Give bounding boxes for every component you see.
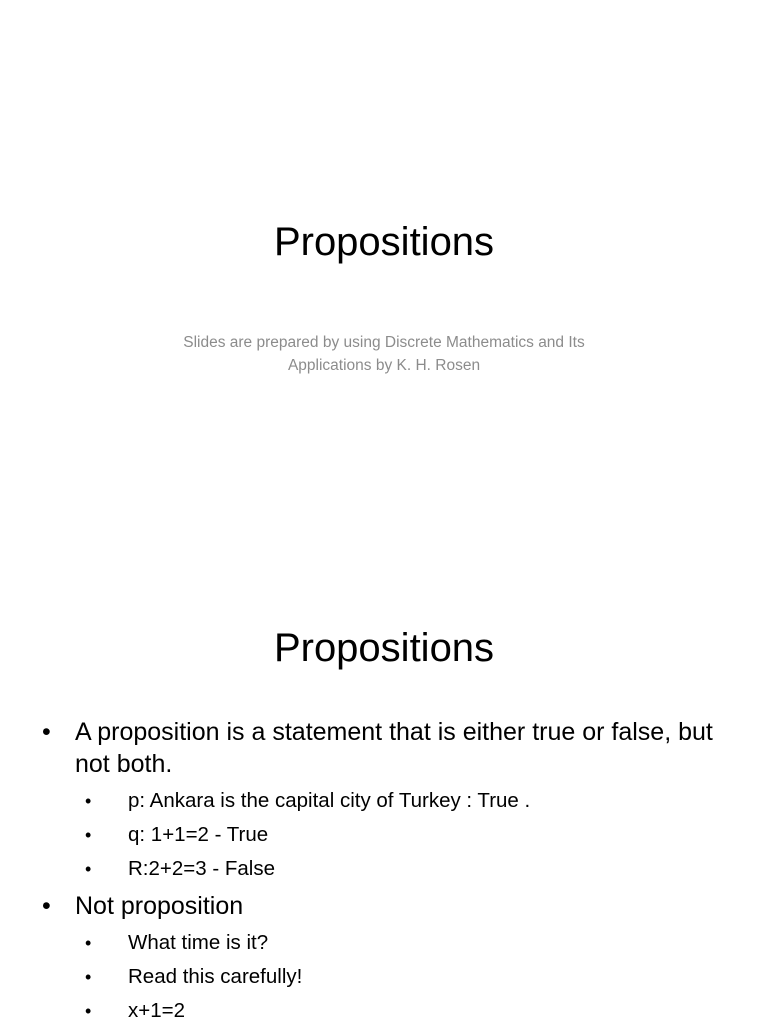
- bullet-icon: •: [42, 718, 51, 746]
- bullet-icon: •: [85, 791, 92, 811]
- bullet-text: A proposition is a statement that is either true or false, but not both.: [75, 718, 713, 778]
- bullet-icon: •: [42, 892, 51, 920]
- bullet-item: [40, 716, 740, 886]
- slide-title: Propositions: [273, 626, 495, 670]
- sub-bullet-text: p: Ankara is the capital city of Turkey : True .: [128, 789, 531, 812]
- bullet-icon: •: [85, 1001, 92, 1021]
- bullet-icon: •: [85, 933, 92, 953]
- sub-bullet-text: Read this carefully!: [128, 965, 303, 988]
- sub-bullet-item: [75, 818, 740, 852]
- sub-bullet-list: [75, 784, 740, 886]
- sub-bullet-item: [75, 960, 740, 994]
- sub-bullet-text: What time is it?: [128, 931, 269, 954]
- sub-bullet-item: [75, 784, 740, 818]
- bullet-icon: •: [85, 967, 92, 987]
- bullet-list: [40, 712, 740, 1024]
- sub-bullet-text: x+1=2: [128, 999, 185, 1022]
- sub-bullet-text: R:2+2=3 - False: [128, 857, 275, 880]
- sub-bullet-list: [75, 926, 740, 1024]
- sub-bullet-item: [75, 994, 740, 1024]
- bullet-item: [40, 890, 740, 1024]
- slide-subtitle: Slides are prepared by using Discrete Mathematics and Its Applications by K. H. Rosen: [183, 334, 585, 374]
- slide-title: Propositions: [273, 220, 495, 264]
- bullet-icon: •: [85, 825, 92, 845]
- sub-bullet-item: [75, 852, 740, 886]
- content-slide: [0, 576, 768, 1024]
- bullet-text: Not proposition: [75, 892, 244, 920]
- sub-bullet-text: q: 1+1=2 - True: [128, 823, 269, 846]
- bullet-icon: •: [85, 859, 92, 879]
- sub-bullet-item: [75, 926, 740, 960]
